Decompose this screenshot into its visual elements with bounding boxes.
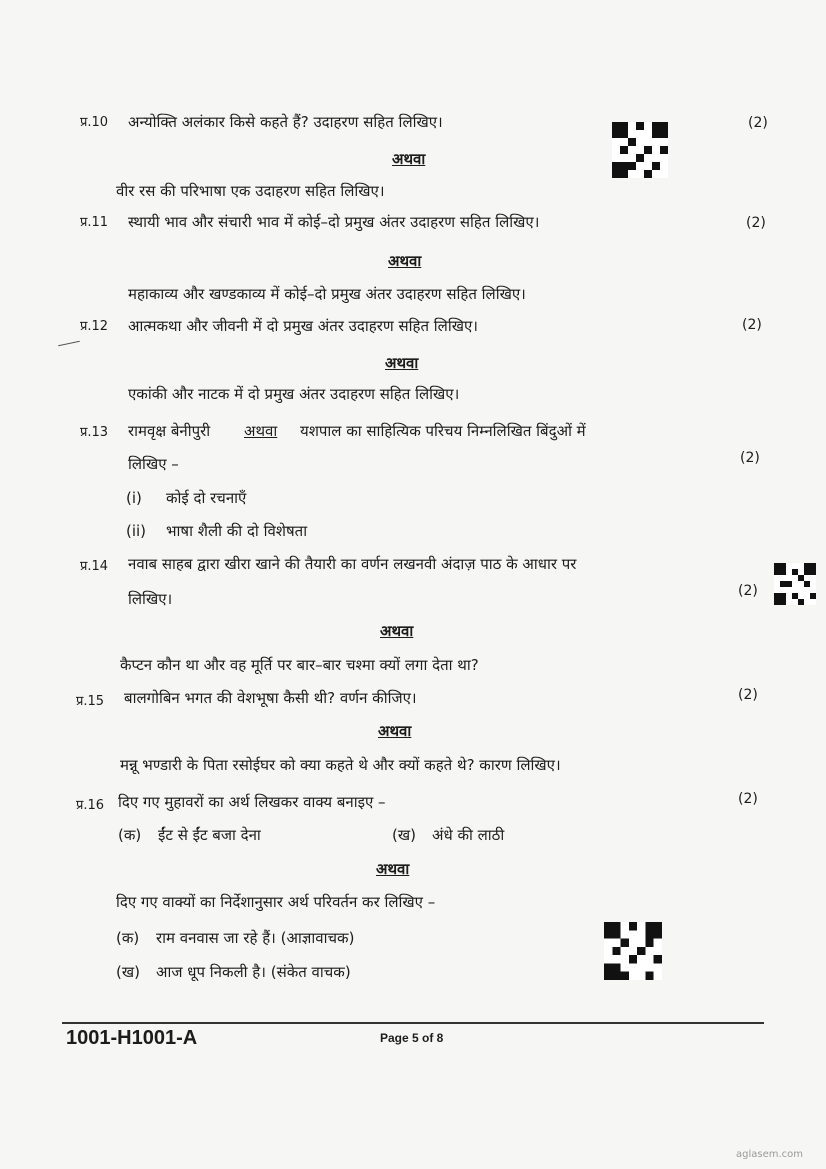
- pen-mark: [58, 341, 80, 347]
- question-number: प्र.11: [80, 215, 109, 230]
- question-number: प्र.15: [76, 694, 105, 709]
- option-label: (ख): [392, 826, 416, 844]
- question-number: प्र.10: [80, 115, 109, 130]
- option-text: राम वनवास जा रहे हैं। (आज्ञावाचक): [156, 929, 355, 947]
- or-label: अथवा: [380, 622, 414, 640]
- question-number: प्र.13: [80, 425, 109, 440]
- question-text: स्थायी भाव और संचारी भाव में कोई–दो प्रमुख अंतर उदाहरण सहित लिखिए।: [128, 213, 540, 231]
- alternative-text: दिए गए वाक्यों का निर्देशानुसार अर्थ परिवर्तन कर लिखिए –: [116, 893, 436, 911]
- paper-code: 1001-H1001-A: [66, 1027, 198, 1049]
- sub-item-label: (ii): [126, 522, 147, 540]
- option-text: ईंट से ईंट बजा देना: [158, 826, 261, 844]
- sub-item-text: भाषा शैली की दो विशेषता: [166, 522, 308, 540]
- qr-code: [612, 122, 668, 178]
- or-label: अथवा: [392, 150, 426, 168]
- marks: (2): [742, 317, 762, 333]
- marks: (2): [738, 583, 758, 599]
- alternative-text: मन्नू भण्डारी के पिता रसोईघर को क्या कहते थे और क्यों कहते थे? कारण लिखिए।: [120, 756, 561, 774]
- qr-code: [774, 563, 816, 605]
- question-text-line2: लिखिए –: [128, 455, 179, 473]
- option-label: (क): [118, 826, 142, 844]
- option-label: (ख): [116, 963, 140, 981]
- or-label: अथवा: [378, 722, 412, 740]
- marks: (2): [738, 687, 758, 703]
- marks: (2): [746, 215, 766, 231]
- marks: (2): [738, 791, 758, 807]
- question-number: प्र.16: [76, 798, 105, 813]
- question-number: प्र.14: [80, 559, 109, 574]
- question-text-author-a: रामवृक्ष बेनीपुरी: [128, 422, 211, 440]
- option-text: आज धूप निकली है। (संकेत वाचक): [156, 963, 351, 981]
- or-label: अथवा: [388, 252, 422, 270]
- alternative-text: कैप्टन कौन था और वह मूर्ति पर बार–बार चश्मा क्यों लगा देता था?: [120, 656, 479, 674]
- question-number: प्र.12: [80, 319, 109, 334]
- or-label: अथवा: [385, 354, 419, 372]
- alternative-text: एकांकी और नाटक में दो प्रमुख अंतर उदाहरण सहित लिखिए।: [128, 385, 460, 403]
- question-text-or: अथवा: [244, 422, 278, 440]
- sub-item-label: (i): [126, 489, 142, 507]
- question-text: दिए गए मुहावरों का अर्थ लिखकर वाक्य बनाइए –: [118, 793, 386, 811]
- footer-divider: [62, 1022, 764, 1024]
- question-text-author-b: यशपाल का साहित्यिक परिचय निम्नलिखित बिंदुओं में: [300, 422, 586, 440]
- question-text: नवाब साहब द्वारा खीरा खाने की तैयारी का वर्णन लखनवी अंदाज़ पाठ के आधार पर: [128, 555, 577, 573]
- alternative-text: वीर रस की परिभाषा एक उदाहरण सहित लिखिए।: [116, 182, 385, 200]
- qr-code: [604, 922, 662, 980]
- question-text: आत्मकथा और जीवनी में दो प्रमुख अंतर उदाहरण सहित लिखिए।: [128, 317, 478, 335]
- marks: (2): [740, 450, 760, 466]
- question-text: बालगोबिन भगत की वेशभूषा कैसी थी? वर्णन कीजिए।: [124, 689, 417, 707]
- option-text: अंधे की लाठी: [432, 826, 505, 844]
- question-text-line2: लिखिए।: [128, 590, 173, 608]
- question-text: अन्योक्ति अलंकार किसे कहते हैं? उदाहरण सहित लिखिए।: [128, 113, 443, 131]
- option-label: (क): [116, 929, 140, 947]
- sub-item-text: कोई दो रचनाएँ: [166, 489, 247, 507]
- marks: (2): [748, 115, 768, 131]
- alternative-text: महाकाव्य और खण्डकाव्य में कोई–दो प्रमुख अंतर उदाहरण सहित लिखिए।: [128, 285, 526, 303]
- page-number: Page 5 of 8: [380, 1031, 444, 1045]
- watermark: aglasem.com: [736, 1149, 804, 1160]
- or-label: अथवा: [376, 860, 410, 878]
